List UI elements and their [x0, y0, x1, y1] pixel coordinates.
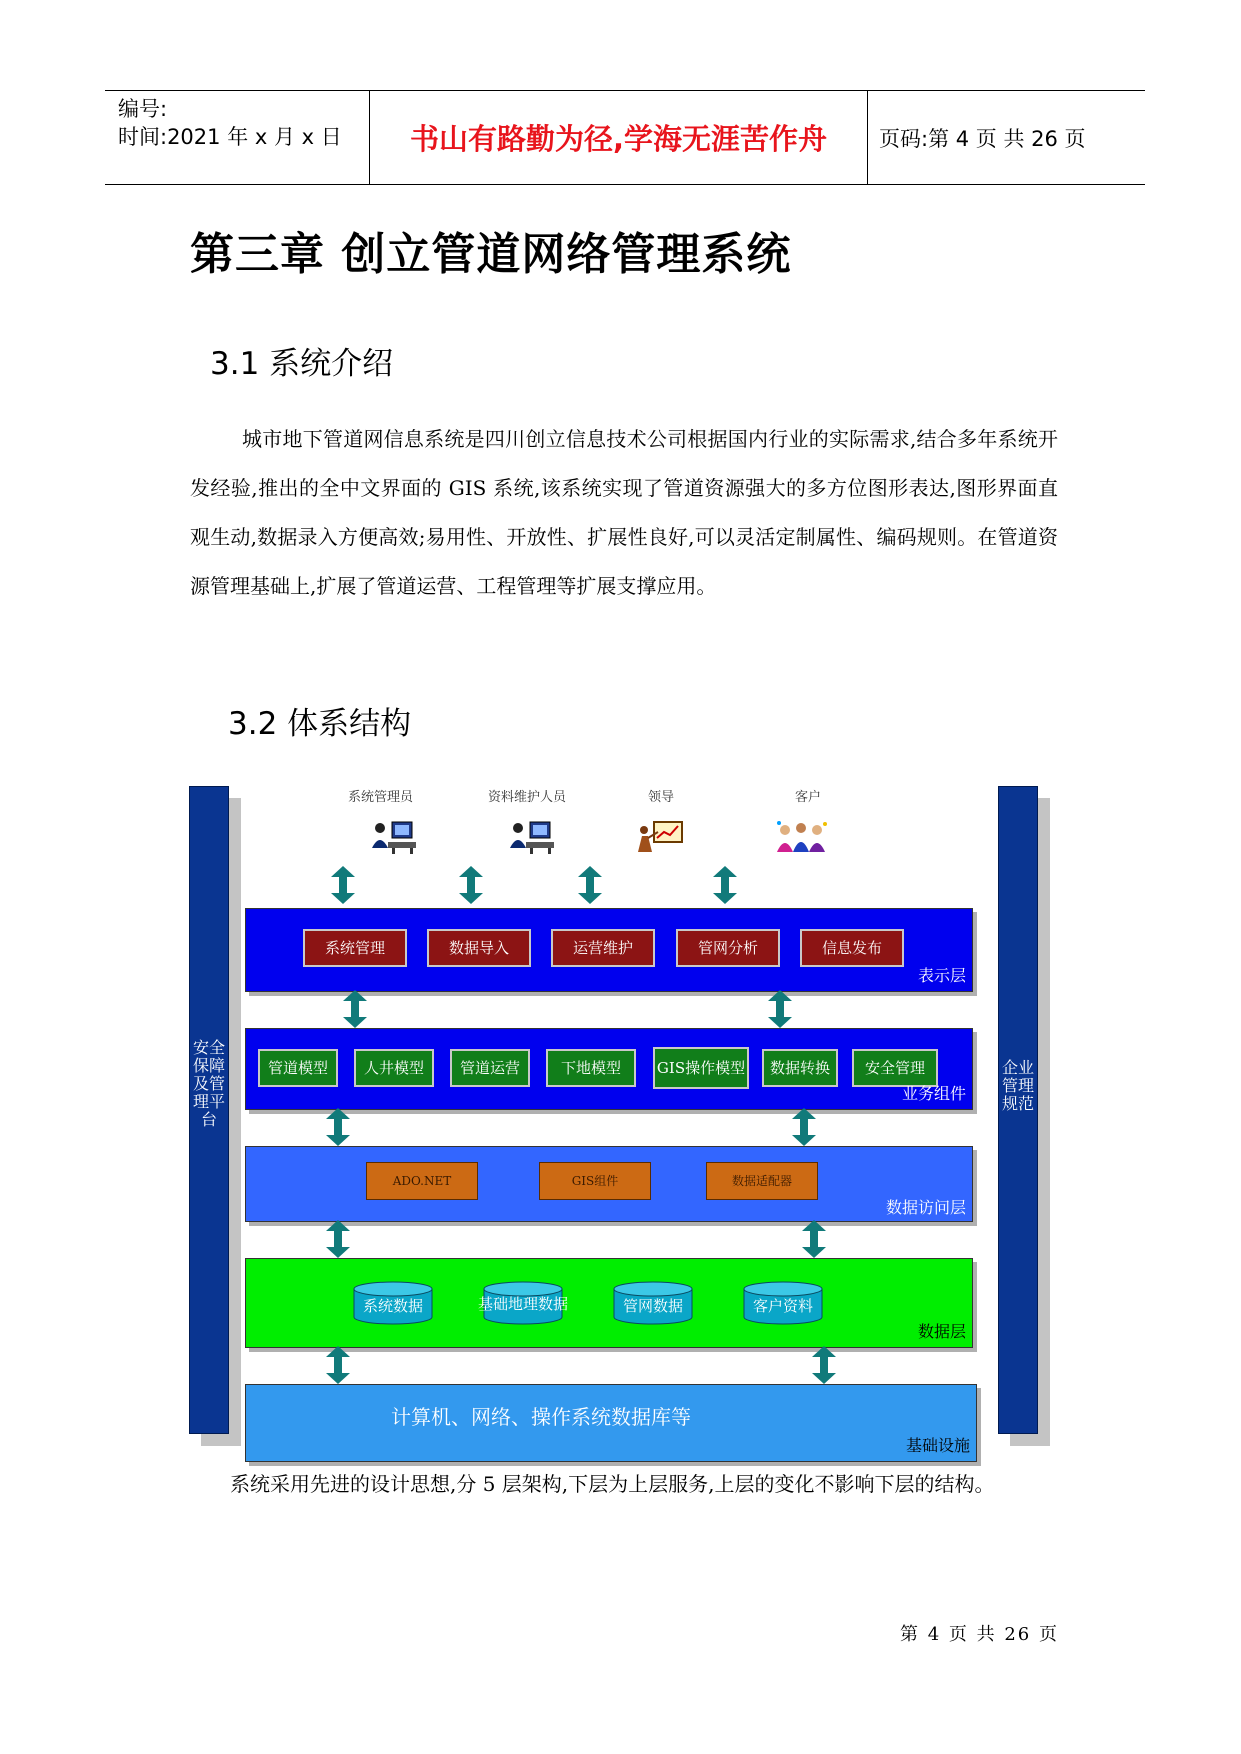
user-label-maintainer: 资料维护人员 — [488, 790, 567, 805]
data-import-box: 数据导入 — [427, 929, 531, 967]
access-layer-label: 数据访问层 — [885, 1198, 966, 1217]
pipe-operation-box: 管道运营 — [450, 1049, 530, 1087]
architecture-diagram — [188, 786, 1058, 1456]
arrow-icon — [325, 1108, 351, 1146]
computer-user-icon — [368, 820, 418, 854]
security-management-box: 安全管理 — [852, 1049, 938, 1087]
presentation-layer-label: 表示层 — [917, 966, 966, 985]
information-publish-box: 信息发布 — [800, 929, 904, 967]
section-1-title: 3.1 系统介绍 — [210, 346, 394, 382]
gis-operation-model-box: GIS操作模型 — [653, 1047, 749, 1089]
infra-layer-label: 基础设施 — [905, 1436, 970, 1455]
section-1-paragraph — [190, 415, 1058, 611]
system-data-label: 系统数据 — [362, 1297, 423, 1315]
gis-component-box: GIS组件 — [539, 1162, 651, 1200]
network-analysis-box: 管网分析 — [676, 929, 780, 967]
network-data-label: 管网数据 — [622, 1297, 683, 1315]
page-label: 页码:第 4 页 共 26 页 — [879, 126, 1086, 151]
section-2-caption — [190, 1460, 1058, 1509]
business-component-layer — [245, 1028, 973, 1110]
arrow-icon — [712, 866, 738, 904]
presenter-icon — [636, 820, 686, 854]
business-layer-label: 业务组件 — [901, 1084, 966, 1103]
arrow-icon — [767, 990, 793, 1028]
arrow-icon — [325, 1220, 351, 1258]
right-bar-label: 企业管理规范 — [1001, 1058, 1034, 1113]
arrow-icon — [577, 866, 603, 904]
customer-data-label: 客户资料 — [752, 1297, 813, 1315]
header-page-info — [868, 91, 1145, 184]
arrow-icon — [342, 990, 368, 1028]
arrow-icon — [330, 866, 356, 904]
header-meta — [105, 91, 369, 184]
arrow-icon — [458, 866, 484, 904]
left-bar-label: 安全保障及管理平台 — [192, 1038, 225, 1129]
presentation-layer — [245, 908, 973, 992]
caption-text: 系统采用先进的设计思想,分 5 层架构,下层为上层服务,上层的变化不影响下层的结构。 — [230, 1472, 995, 1496]
time-label: 时间:2021 年 x 月 x 日 — [118, 125, 342, 149]
data-access-layer — [245, 1146, 973, 1222]
user-label-admin: 系统管理员 — [348, 790, 414, 805]
ado-net-box: ADO.NET — [366, 1162, 478, 1200]
section-2-title: 3.2 体系结构 — [228, 706, 412, 742]
data-layer — [245, 1258, 973, 1348]
underground-model-box: 下地模型 — [546, 1049, 636, 1087]
number-label: 编号: — [118, 97, 168, 121]
data-adapter-box: 数据适配器 — [706, 1162, 818, 1200]
data-conversion-box: 数据转换 — [762, 1049, 838, 1087]
right-standard-bar — [998, 786, 1038, 1434]
paragraph-text: 城市地下管道网信息系统是四川创立信息技术公司根据国内行业的实际需求,结合多年系统开发经验,推出的全中文界面的 GIS 系统,该系统实现了管道资源强大的多方位图形表达,图形界面直观生动,数据录入方便高效;易用性、开放性、扩展性良好,可以灵活定制属性、编码规则。在管道资源管理基础上,扩展了管道运营、工程管理等扩展支撑应用。 — [190, 427, 1058, 598]
operation-maintenance-box: 运营维护 — [551, 929, 655, 967]
infrastructure-layer — [245, 1384, 977, 1462]
arrow-icon — [791, 1108, 817, 1146]
arrow-icon — [325, 1346, 351, 1384]
geo-data-label: 基础地理数据 — [477, 1295, 568, 1313]
pipe-model-box: 管道模型 — [258, 1049, 338, 1087]
page-header — [105, 90, 1145, 185]
system-management-box: 系统管理 — [303, 929, 407, 967]
arrow-icon — [801, 1220, 827, 1258]
arrow-icon — [811, 1346, 837, 1384]
infrastructure-text: 计算机、网络、操作系统数据库等 — [391, 1405, 691, 1429]
left-security-bar — [189, 786, 229, 1434]
user-label-leader: 领导 — [648, 790, 675, 805]
data-layer-label: 数据层 — [917, 1322, 966, 1341]
user-label-customer: 客户 — [795, 790, 822, 805]
customer-group-icon — [773, 820, 833, 854]
computer-user-icon — [506, 820, 556, 854]
page-footer: 第 4 页 共 26 页 — [900, 1624, 1059, 1645]
manhole-model-box: 人井模型 — [354, 1049, 434, 1087]
motto: 书山有路勤为径,学海无涯苦作舟 — [369, 91, 868, 184]
chapter-title: 第三章 创立管道网络管理系统 — [190, 229, 792, 280]
